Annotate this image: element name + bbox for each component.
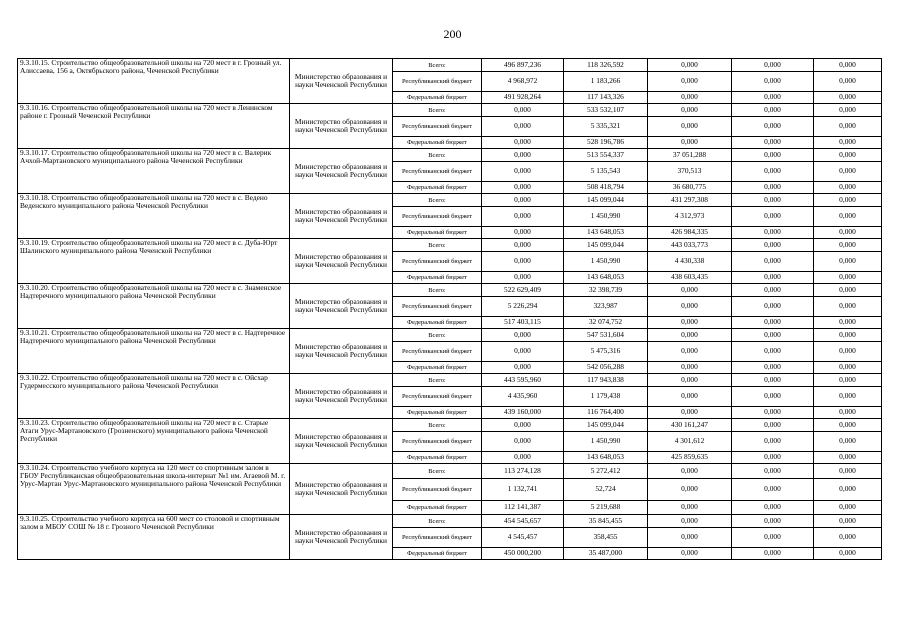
funding-source-label-republic-budget: Республиканский бюджет bbox=[393, 297, 482, 317]
amount-cell: 0,000 bbox=[648, 374, 732, 387]
amount-cell: 0,000 bbox=[732, 117, 814, 137]
amount-cell: 0,000 bbox=[482, 104, 564, 117]
funding-source-label-federal-budget: Федеральный бюджет bbox=[393, 548, 482, 560]
funding-source-label-total: Всего: bbox=[393, 284, 482, 297]
funding-table bbox=[17, 58, 882, 560]
amount-cell: 0,000 bbox=[482, 272, 564, 284]
amount-cell: 0,000 bbox=[732, 548, 814, 560]
amount-cell: 118 326,592 bbox=[564, 59, 648, 72]
amount-cell: 0,000 bbox=[482, 207, 564, 227]
amount-cell: 426 984,335 bbox=[648, 227, 732, 239]
funding-source-label-federal-budget: Федеральный бюджет bbox=[393, 137, 482, 149]
amount-cell: 117 943,838 bbox=[564, 374, 648, 387]
amount-cell: 0,000 bbox=[648, 284, 732, 297]
project-description: 9.3.10.20. Строительство общеобразовательной школы на 720 мест в с. Знаменское Надтеречного муниципального района Чеченской Республики bbox=[18, 284, 290, 329]
amount-cell: 0,000 bbox=[482, 419, 564, 432]
amount-cell: 0,000 bbox=[482, 162, 564, 182]
amount-cell: 0,000 bbox=[814, 272, 882, 284]
project-description: 9.3.10.23. Строительство общеобразовательной школы на 720 мест в с. Старые Атаги Урус-Мартановского (Грозненского) муниципального района Чеченской Республики bbox=[18, 419, 290, 464]
amount-cell: 1 183,266 bbox=[564, 72, 648, 92]
amount-cell: 0,000 bbox=[648, 104, 732, 117]
funding-source-label-republic-budget: Республиканский бюджет bbox=[393, 479, 482, 501]
amount-cell: 4 312,973 bbox=[648, 207, 732, 227]
amount-cell: 0,000 bbox=[814, 419, 882, 432]
amount-cell: 1 450,990 bbox=[564, 207, 648, 227]
amount-cell: 117 143,326 bbox=[564, 92, 648, 104]
amount-cell: 4 968,972 bbox=[482, 72, 564, 92]
amount-cell: 0,000 bbox=[482, 182, 564, 194]
amount-cell: 0,000 bbox=[732, 137, 814, 149]
amount-cell: 0,000 bbox=[732, 104, 814, 117]
amount-cell: 0,000 bbox=[482, 149, 564, 162]
amount-cell: 439 160,000 bbox=[482, 407, 564, 419]
amount-cell: 0,000 bbox=[648, 137, 732, 149]
amount-cell: 0,000 bbox=[648, 59, 732, 72]
amount-cell: 145 099,044 bbox=[564, 194, 648, 207]
amount-cell: 0,000 bbox=[482, 452, 564, 464]
amount-cell: 143 648,053 bbox=[564, 227, 648, 239]
table-row bbox=[18, 464, 882, 479]
amount-cell: 0,000 bbox=[648, 329, 732, 342]
funding-source-label-republic-budget: Республиканский бюджет bbox=[393, 252, 482, 272]
table-row bbox=[18, 194, 882, 207]
amount-cell: 370,513 bbox=[648, 162, 732, 182]
table-row bbox=[18, 419, 882, 432]
responsible-ministry: Министерство образования и науки Чеченской Республики bbox=[290, 239, 393, 284]
amount-cell: 0,000 bbox=[814, 432, 882, 452]
amount-cell: 0,000 bbox=[482, 252, 564, 272]
responsible-ministry: Министерство образования и науки Чеченской Республики bbox=[290, 515, 393, 560]
responsible-ministry: Министерство образования и науки Чеченской Республики bbox=[290, 194, 393, 239]
amount-cell: 0,000 bbox=[814, 149, 882, 162]
amount-cell: 496 897,236 bbox=[482, 59, 564, 72]
project-description: 9.3.10.17. Строительство общеобразовательной школы на 720 мест в с. Валерик Ачхой-Мартановского муниципального района Чеченской Республики bbox=[18, 149, 290, 194]
amount-cell: 0,000 bbox=[732, 239, 814, 252]
responsible-ministry: Министерство образования и науки Чеченской Республики bbox=[290, 464, 393, 515]
amount-cell: 0,000 bbox=[648, 92, 732, 104]
responsible-ministry: Министерство образования и науки Чеченской Республики bbox=[290, 374, 393, 419]
funding-source-label-total: Всего: bbox=[393, 464, 482, 479]
amount-cell: 450 000,200 bbox=[482, 548, 564, 560]
amount-cell: 37 051,288 bbox=[648, 149, 732, 162]
amount-cell: 0,000 bbox=[482, 362, 564, 374]
amount-cell: 0,000 bbox=[648, 479, 732, 501]
amount-cell: 438 603,435 bbox=[648, 272, 732, 284]
amount-cell: 5 335,321 bbox=[564, 117, 648, 137]
amount-cell: 0,000 bbox=[814, 72, 882, 92]
amount-cell: 454 545,657 bbox=[482, 515, 564, 528]
amount-cell: 522 629,409 bbox=[482, 284, 564, 297]
amount-cell: 547 531,604 bbox=[564, 329, 648, 342]
amount-cell: 0,000 bbox=[648, 117, 732, 137]
funding-source-label-republic-budget: Республиканский бюджет bbox=[393, 162, 482, 182]
amount-cell: 1 132,741 bbox=[482, 479, 564, 501]
funding-source-label-total: Всего: bbox=[393, 374, 482, 387]
amount-cell: 52,724 bbox=[564, 479, 648, 501]
amount-cell: 443 595,960 bbox=[482, 374, 564, 387]
funding-source-label-republic-budget: Республиканский бюджет bbox=[393, 207, 482, 227]
funding-source-label-federal-budget: Федеральный бюджет bbox=[393, 182, 482, 194]
responsible-ministry: Министерство образования и науки Чеченской Республики bbox=[290, 329, 393, 374]
amount-cell: 425 859,635 bbox=[648, 452, 732, 464]
responsible-ministry: Министерство образования и науки Чеченской Республики bbox=[290, 59, 393, 104]
project-description: 9.3.10.15. Строительство общеобразовательной школы на 720 мест в г. Грозный ул. Алиссаева, 156 а, Октябрьского района, Чеченской Республики bbox=[18, 59, 290, 104]
amount-cell: 0,000 bbox=[732, 149, 814, 162]
amount-cell: 0,000 bbox=[814, 117, 882, 137]
amount-cell: 0,000 bbox=[814, 137, 882, 149]
amount-cell: 0,000 bbox=[732, 342, 814, 362]
amount-cell: 0,000 bbox=[732, 528, 814, 548]
amount-cell: 5 135,543 bbox=[564, 162, 648, 182]
table-row bbox=[18, 149, 882, 162]
funding-source-label-federal-budget: Федеральный бюджет bbox=[393, 317, 482, 329]
funding-source-label-republic-budget: Республиканский бюджет bbox=[393, 342, 482, 362]
amount-cell: 0,000 bbox=[648, 548, 732, 560]
amount-cell: 0,000 bbox=[732, 284, 814, 297]
table-row bbox=[18, 374, 882, 387]
amount-cell: 0,000 bbox=[814, 464, 882, 479]
amount-cell: 0,000 bbox=[732, 59, 814, 72]
amount-cell: 1 179,438 bbox=[564, 387, 648, 407]
funding-source-label-total: Всего: bbox=[393, 149, 482, 162]
page-number: 200 bbox=[443, 27, 462, 41]
funding-source-label-republic-budget: Республиканский бюджет bbox=[393, 117, 482, 137]
amount-cell: 35 845,455 bbox=[564, 515, 648, 528]
funding-source-label-federal-budget: Федеральный бюджет bbox=[393, 501, 482, 515]
project-description: 9.3.10.24. Строительство учебного корпуса на 120 мест со спортивным залом в ГБОУ Республиканская общеобразовательная школа-интернат №1 им. Агаевой М. г. Урус-Мартан Урус-Мартановского муниципального района Чеченской Республики bbox=[18, 464, 290, 515]
funding-source-label-federal-budget: Федеральный бюджет bbox=[393, 227, 482, 239]
amount-cell: 35 487,000 bbox=[564, 548, 648, 560]
amount-cell: 4 435,960 bbox=[482, 387, 564, 407]
funding-source-label-federal-budget: Федеральный бюджет bbox=[393, 407, 482, 419]
amount-cell: 0,000 bbox=[732, 452, 814, 464]
amount-cell: 5 219,688 bbox=[564, 501, 648, 515]
amount-cell: 0,000 bbox=[814, 407, 882, 419]
amount-cell: 0,000 bbox=[732, 515, 814, 528]
funding-source-label-republic-budget: Республиканский бюджет bbox=[393, 72, 482, 92]
project-description: 9.3.10.19. Строительство общеобразовательной школы на 720 мест в с. Дуба-Юрт Шалинского муниципального района Чеченской Республики bbox=[18, 239, 290, 284]
amount-cell: 0,000 bbox=[732, 501, 814, 515]
amount-cell: 0,000 bbox=[732, 317, 814, 329]
amount-cell: 542 056,288 bbox=[564, 362, 648, 374]
amount-cell: 0,000 bbox=[814, 92, 882, 104]
amount-cell: 0,000 bbox=[648, 387, 732, 407]
amount-cell: 0,000 bbox=[732, 162, 814, 182]
amount-cell: 0,000 bbox=[732, 329, 814, 342]
amount-cell: 0,000 bbox=[482, 227, 564, 239]
amount-cell: 0,000 bbox=[732, 374, 814, 387]
amount-cell: 0,000 bbox=[814, 501, 882, 515]
amount-cell: 112 141,387 bbox=[482, 501, 564, 515]
amount-cell: 443 033,773 bbox=[648, 239, 732, 252]
table-row bbox=[18, 104, 882, 117]
funding-source-label-total: Всего: bbox=[393, 329, 482, 342]
funding-source-label-federal-budget: Федеральный бюджет bbox=[393, 272, 482, 284]
amount-cell: 0,000 bbox=[814, 452, 882, 464]
amount-cell: 0,000 bbox=[482, 239, 564, 252]
amount-cell: 0,000 bbox=[648, 342, 732, 362]
amount-cell: 430 161,247 bbox=[648, 419, 732, 432]
amount-cell: 0,000 bbox=[814, 284, 882, 297]
amount-cell: 513 554,337 bbox=[564, 149, 648, 162]
responsible-ministry: Министерство образования и науки Чеченской Республики bbox=[290, 419, 393, 464]
amount-cell: 0,000 bbox=[732, 362, 814, 374]
amount-cell: 0,000 bbox=[814, 342, 882, 362]
amount-cell: 517 403,115 bbox=[482, 317, 564, 329]
amount-cell: 0,000 bbox=[814, 194, 882, 207]
amount-cell: 0,000 bbox=[732, 387, 814, 407]
amount-cell: 5 272,412 bbox=[564, 464, 648, 479]
responsible-ministry: Министерство образования и науки Чеченской Республики bbox=[290, 104, 393, 149]
amount-cell: 0,000 bbox=[648, 501, 732, 515]
amount-cell: 0,000 bbox=[732, 407, 814, 419]
responsible-ministry: Министерство образования и науки Чеченской Республики bbox=[290, 149, 393, 194]
funding-source-label-total: Всего: bbox=[393, 419, 482, 432]
amount-cell: 0,000 bbox=[482, 342, 564, 362]
funding-source-label-federal-budget: Федеральный бюджет bbox=[393, 452, 482, 464]
funding-source-label-total: Всего: bbox=[393, 239, 482, 252]
amount-cell: 533 532,107 bbox=[564, 104, 648, 117]
amount-cell: 0,000 bbox=[814, 374, 882, 387]
amount-cell: 0,000 bbox=[732, 432, 814, 452]
amount-cell: 145 099,044 bbox=[564, 419, 648, 432]
amount-cell: 323,987 bbox=[564, 297, 648, 317]
amount-cell: 145 099,044 bbox=[564, 239, 648, 252]
table-row bbox=[18, 515, 882, 528]
amount-cell: 0,000 bbox=[732, 182, 814, 194]
amount-cell: 0,000 bbox=[814, 182, 882, 194]
funding-source-label-total: Всего: bbox=[393, 104, 482, 117]
amount-cell: 0,000 bbox=[732, 72, 814, 92]
amount-cell: 0,000 bbox=[814, 239, 882, 252]
amount-cell: 508 418,794 bbox=[564, 182, 648, 194]
amount-cell: 0,000 bbox=[648, 464, 732, 479]
amount-cell: 0,000 bbox=[814, 528, 882, 548]
amount-cell: 0,000 bbox=[648, 297, 732, 317]
project-description: 9.3.10.25. Строительство учебного корпуса на 600 мест со столовой и спортивным залом в МБОУ СОШ № 18 г. Грозного Чеченской Республики bbox=[18, 515, 290, 560]
amount-cell: 0,000 bbox=[732, 252, 814, 272]
amount-cell: 0,000 bbox=[732, 227, 814, 239]
amount-cell: 0,000 bbox=[482, 329, 564, 342]
amount-cell: 0,000 bbox=[814, 362, 882, 374]
amount-cell: 528 196,786 bbox=[564, 137, 648, 149]
project-description: 9.3.10.18. Строительство общеобразовательной школы на 720 мест в с. Ведено Веденского муниципального района Чеченской Республики bbox=[18, 194, 290, 239]
table-row bbox=[18, 59, 882, 72]
funding-source-label-republic-budget: Республиканский бюджет bbox=[393, 432, 482, 452]
amount-cell: 0,000 bbox=[732, 297, 814, 317]
amount-cell: 0,000 bbox=[648, 362, 732, 374]
amount-cell: 32 074,752 bbox=[564, 317, 648, 329]
amount-cell: 0,000 bbox=[482, 137, 564, 149]
amount-cell: 0,000 bbox=[482, 432, 564, 452]
amount-cell: 358,455 bbox=[564, 528, 648, 548]
amount-cell: 0,000 bbox=[814, 162, 882, 182]
amount-cell: 0,000 bbox=[732, 272, 814, 284]
amount-cell: 32 398,739 bbox=[564, 284, 648, 297]
funding-source-label-total: Всего: bbox=[393, 194, 482, 207]
amount-cell: 0,000 bbox=[814, 515, 882, 528]
amount-cell: 113 274,128 bbox=[482, 464, 564, 479]
project-description: 9.3.10.21. Строительство общеобразовательной школы на 720 мест в с. Надтеречное Надтеречного муниципального района Чеченской Республики bbox=[18, 329, 290, 374]
amount-cell: 4 301,612 bbox=[648, 432, 732, 452]
funding-source-label-total: Всего: bbox=[393, 59, 482, 72]
amount-cell: 5 475,316 bbox=[564, 342, 648, 362]
responsible-ministry: Министерство образования и науки Чеченской Республики bbox=[290, 284, 393, 329]
amount-cell: 4 430,338 bbox=[648, 252, 732, 272]
amount-cell: 0,000 bbox=[648, 317, 732, 329]
amount-cell: 0,000 bbox=[482, 194, 564, 207]
amount-cell: 0,000 bbox=[814, 387, 882, 407]
table-row bbox=[18, 239, 882, 252]
amount-cell: 36 680,775 bbox=[648, 182, 732, 194]
amount-cell: 0,000 bbox=[648, 515, 732, 528]
amount-cell: 0,000 bbox=[732, 207, 814, 227]
amount-cell: 143 648,053 bbox=[564, 452, 648, 464]
amount-cell: 0,000 bbox=[732, 419, 814, 432]
amount-cell: 0,000 bbox=[648, 407, 732, 419]
amount-cell: 0,000 bbox=[732, 92, 814, 104]
amount-cell: 116 764,400 bbox=[564, 407, 648, 419]
funding-source-label-federal-budget: Федеральный бюджет bbox=[393, 362, 482, 374]
amount-cell: 0,000 bbox=[814, 252, 882, 272]
amount-cell: 0,000 bbox=[814, 207, 882, 227]
amount-cell: 143 648,053 bbox=[564, 272, 648, 284]
amount-cell: 0,000 bbox=[814, 548, 882, 560]
amount-cell: 0,000 bbox=[648, 72, 732, 92]
amount-cell: 0,000 bbox=[814, 479, 882, 501]
amount-cell: 0,000 bbox=[814, 227, 882, 239]
amount-cell: 0,000 bbox=[814, 104, 882, 117]
amount-cell: 1 450,990 bbox=[564, 432, 648, 452]
amount-cell: 0,000 bbox=[732, 464, 814, 479]
funding-source-label-republic-budget: Республиканский бюджет bbox=[393, 387, 482, 407]
amount-cell: 0,000 bbox=[482, 117, 564, 137]
amount-cell: 0,000 bbox=[814, 329, 882, 342]
amount-cell: 491 928,264 bbox=[482, 92, 564, 104]
amount-cell: 0,000 bbox=[814, 297, 882, 317]
funding-source-label-republic-budget: Республиканский бюджет bbox=[393, 528, 482, 548]
amount-cell: 1 450,990 bbox=[564, 252, 648, 272]
amount-cell: 5 226,294 bbox=[482, 297, 564, 317]
project-description: 9.3.10.16. Строительство общеобразовательной школы на 720 мест в Ленинском районе г. Грозный Чеченской Республики bbox=[18, 104, 290, 149]
funding-source-label-federal-budget: Федеральный бюджет bbox=[393, 92, 482, 104]
table-row bbox=[18, 284, 882, 297]
amount-cell: 0,000 bbox=[732, 194, 814, 207]
table-row bbox=[18, 329, 882, 342]
project-description: 9.3.10.22. Строительство общеобразовательной школы на 720 мест в с. Ойсхар Гудермесского муниципального района Чеченской Республики bbox=[18, 374, 290, 419]
amount-cell: 0,000 bbox=[732, 479, 814, 501]
funding-source-label-total: Всего: bbox=[393, 515, 482, 528]
amount-cell: 0,000 bbox=[814, 317, 882, 329]
amount-cell: 4 545,457 bbox=[482, 528, 564, 548]
amount-cell: 0,000 bbox=[648, 528, 732, 548]
amount-cell: 431 297,308 bbox=[648, 194, 732, 207]
amount-cell: 0,000 bbox=[814, 59, 882, 72]
